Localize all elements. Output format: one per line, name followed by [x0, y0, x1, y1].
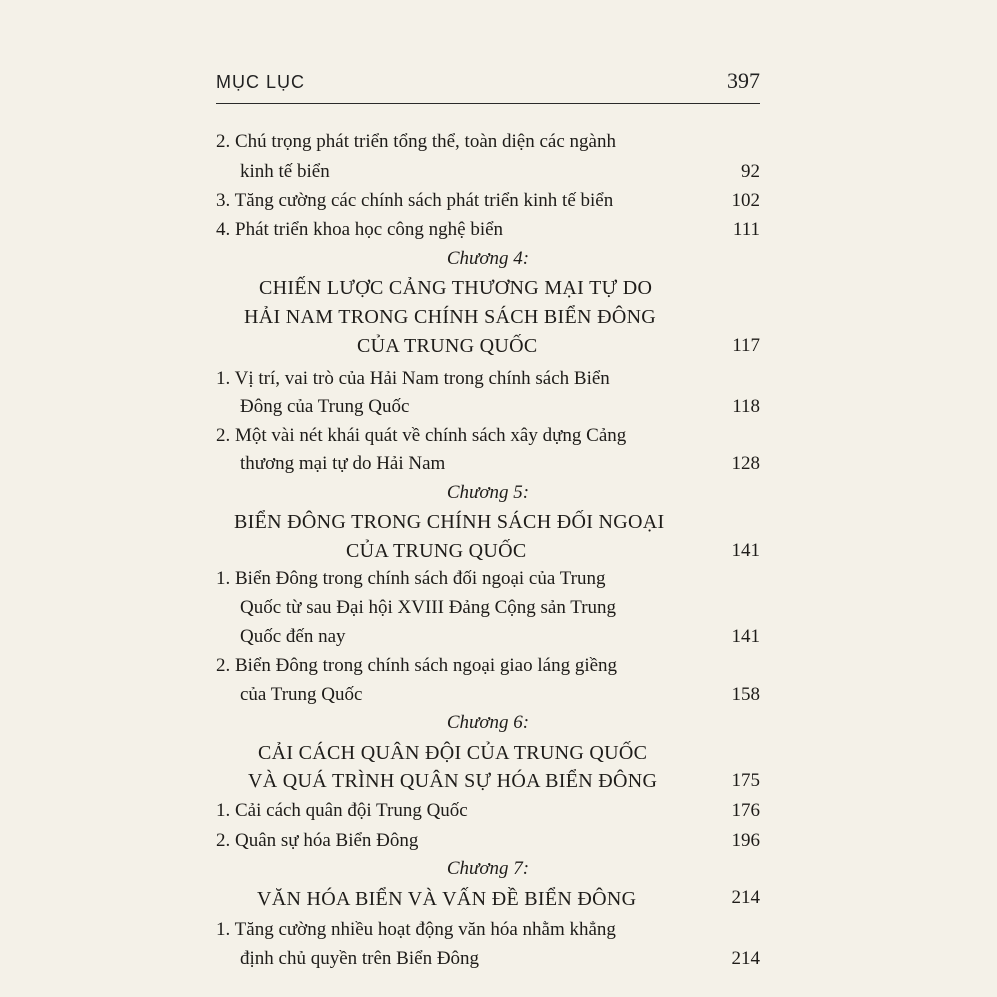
- toc-page-number: 102: [731, 190, 760, 211]
- toc-page-number: 141: [731, 540, 760, 561]
- page-number: 397: [727, 68, 760, 93]
- toc-entry-text: 1. Tăng cường nhiều hoạt động văn hóa nhằm khẳng: [216, 919, 616, 940]
- chapter-title: VĂN HÓA BIỂN VÀ VẤN ĐỀ BIỂN ĐÔNG: [257, 888, 637, 910]
- toc-page-number: 118: [732, 396, 760, 417]
- chapter-title: CHIẾN LƯỢC CẢNG THƯƠNG MẠI TỰ DO: [259, 277, 653, 299]
- toc-page-number: 141: [731, 626, 760, 647]
- toc-page-number: 214: [731, 887, 760, 908]
- chapter-title: VÀ QUÁ TRÌNH QUÂN SỰ HÓA BIỂN ĐÔNG: [248, 770, 658, 792]
- chapter-label: Chương 6:: [446, 712, 530, 733]
- toc-page-number: 92: [741, 161, 760, 182]
- toc-page-number: 111: [732, 219, 760, 240]
- running-title: MỤC LỤC: [216, 72, 306, 92]
- toc-entry-text: 2. Chú trọng phát triển tổng thể, toàn diện các ngành: [216, 131, 616, 152]
- toc-entry-text: Quốc từ sau Đại hội XVIII Đảng Cộng sản Trung: [240, 597, 617, 618]
- toc-entry-text: 1. Biển Đông trong chính sách đối ngoại của Trung: [216, 568, 606, 589]
- toc-entry-text: 3. Tăng cường các chính sách phát triển kinh tế biển: [216, 190, 614, 211]
- toc-page-number: 214: [731, 948, 760, 969]
- chapter-label: Chương 5:: [446, 482, 530, 503]
- toc-page-number: 175: [731, 770, 760, 791]
- toc-entry-text: 2. Một vài nét khái quát về chính sách xây dựng Cảng: [216, 425, 627, 446]
- toc-entry-text: thương mại tự do Hải Nam: [240, 453, 446, 474]
- toc-page-number: 128: [731, 453, 760, 474]
- toc-entry-text: 2. Biển Đông trong chính sách ngoại giao láng giềng: [216, 655, 618, 676]
- chapter-title: HẢI NAM TRONG CHÍNH SÁCH BIỂN ĐÔNG: [244, 306, 657, 328]
- toc-entry-text: 2. Quân sự hóa Biển Đông: [216, 830, 419, 851]
- toc-page-number: 117: [732, 335, 760, 356]
- chapter-label: Chương 7:: [446, 858, 530, 879]
- toc-page-number: 176: [731, 800, 760, 821]
- chapter-title: CỦA TRUNG QUỐC: [357, 335, 538, 357]
- header-divider: [216, 103, 760, 104]
- toc-page-number: 196: [731, 830, 760, 851]
- chapter-title: BIỂN ĐÔNG TRONG CHÍNH SÁCH ĐỐI NGOẠI: [234, 511, 665, 533]
- toc-entry-text: 4. Phát triển khoa học công nghệ biển: [216, 219, 504, 240]
- toc-entry-text: định chủ quyền trên Biển Đông: [240, 948, 480, 969]
- toc-entry-text: Đông của Trung Quốc: [240, 396, 410, 417]
- toc-entry-text: 1. Cải cách quân đội Trung Quốc: [216, 800, 468, 821]
- toc-entry-text: kinh tế biển: [240, 161, 330, 182]
- chapter-label: Chương 4:: [446, 248, 530, 269]
- chapter-title: CỦA TRUNG QUỐC: [346, 540, 527, 562]
- toc-entry-text: 1. Vị trí, vai trò của Hải Nam trong chính sách Biển: [216, 368, 610, 389]
- toc-page-number: 158: [731, 684, 760, 705]
- toc-entry-text: của Trung Quốc: [240, 684, 363, 705]
- chapter-title: CẢI CÁCH QUÂN ĐỘI CỦA TRUNG QUỐC: [258, 742, 648, 764]
- page-header: [216, 68, 760, 102]
- toc-entry-text: Quốc đến nay: [240, 626, 346, 647]
